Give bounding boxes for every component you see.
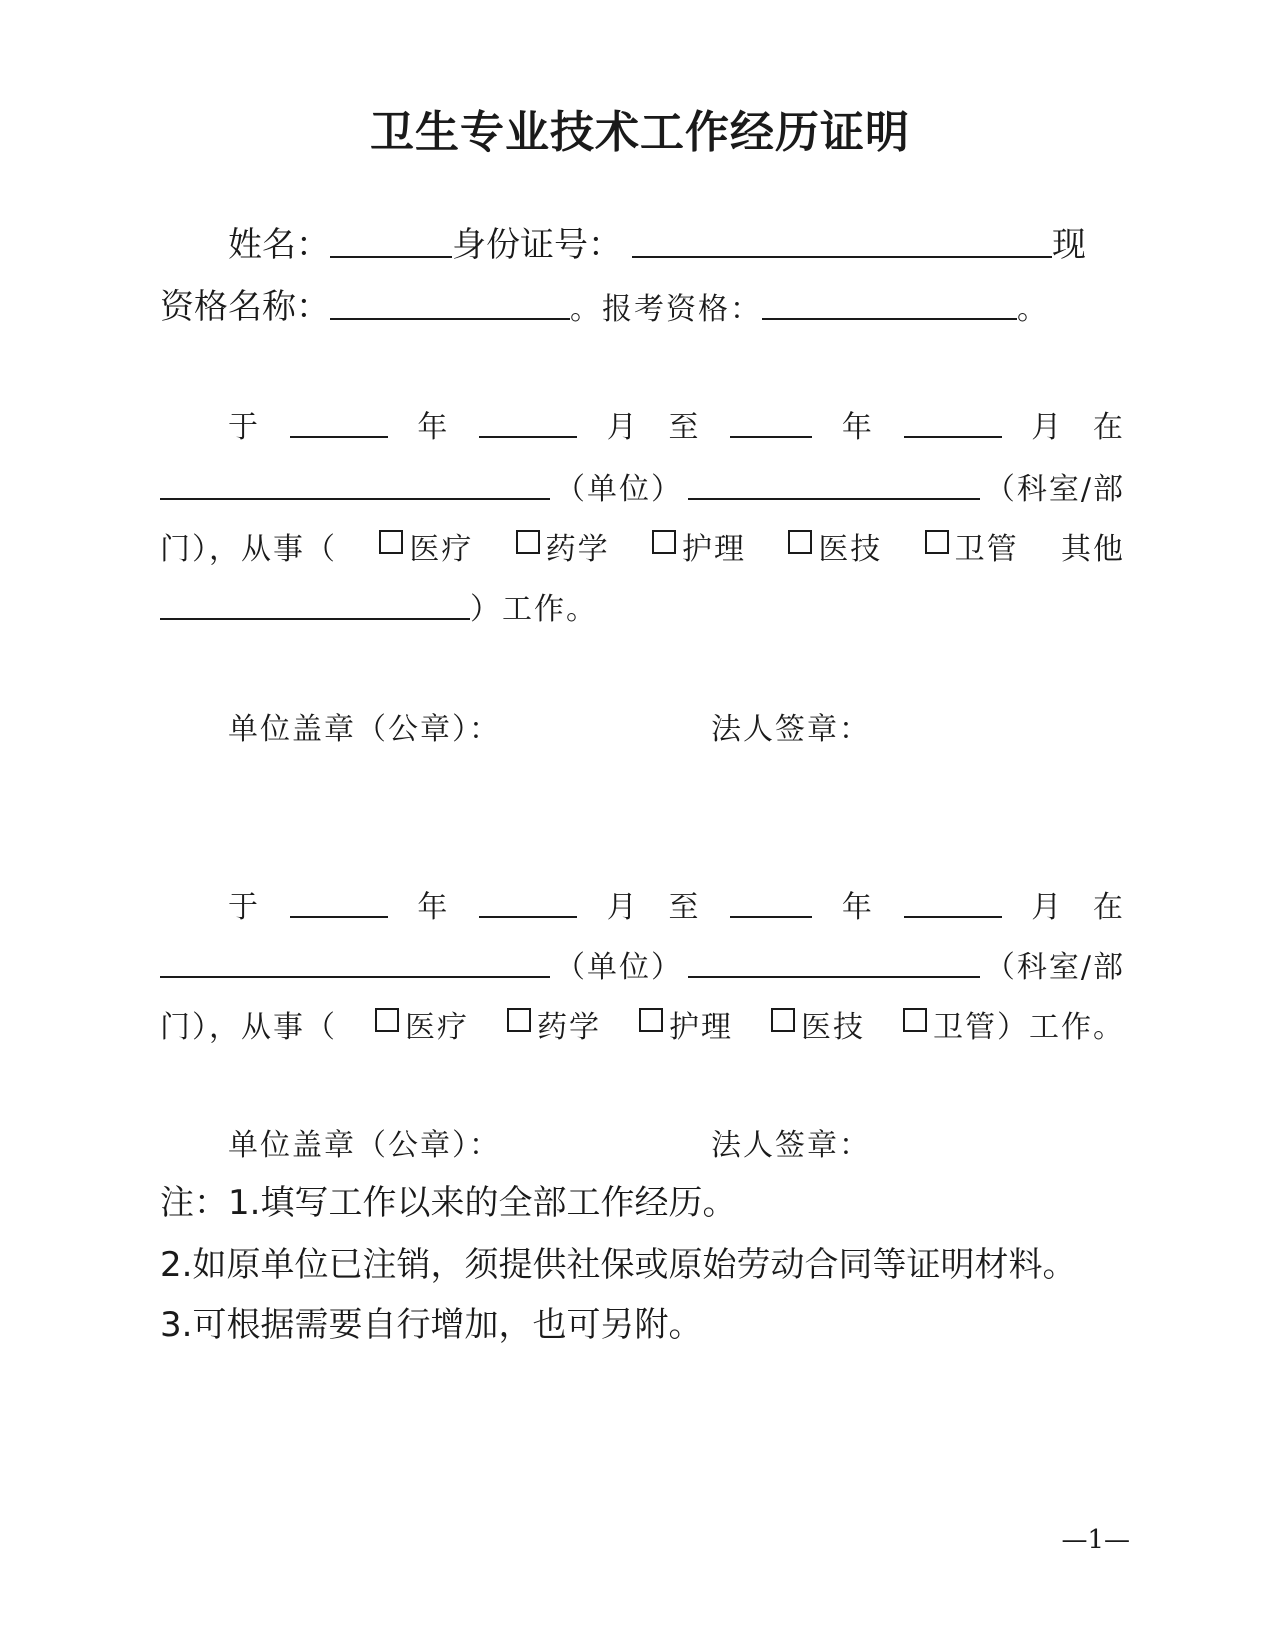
option-label: 卫管: [933, 1010, 997, 1045]
start-month-field[interactable]: [479, 430, 577, 438]
end-year-field[interactable]: [730, 910, 812, 918]
work-suffix: ）工作。: [997, 1010, 1125, 1045]
checkbox[interactable]: [375, 1008, 399, 1032]
id-number-field[interactable]: [632, 250, 1052, 258]
text-year: 年: [841, 410, 874, 445]
end-year-field[interactable]: [730, 430, 812, 438]
department-label-end: 门），: [160, 532, 241, 567]
option-label: 药学: [537, 1010, 601, 1045]
qualification-label: 资格名称：: [160, 287, 330, 327]
department-label: （科室/部: [984, 472, 1125, 507]
option-medical-tech[interactable]: [771, 1002, 865, 1046]
department-label-end: 门），: [160, 1010, 241, 1045]
text-yu: 于: [228, 890, 260, 925]
option-label: 护理: [681, 532, 746, 567]
option-pharmacy[interactable]: [507, 1002, 601, 1046]
unit-field[interactable]: [160, 970, 550, 978]
checkbox[interactable]: [507, 1008, 531, 1032]
option-label: 医疗: [409, 532, 474, 567]
unit-label: （单位）: [554, 950, 683, 985]
checkbox[interactable]: [379, 530, 403, 554]
name-field[interactable]: [330, 250, 452, 258]
text-month: 月: [606, 890, 639, 925]
option-health-management[interactable]: [903, 1002, 1125, 1046]
record-2-date-line: [160, 882, 1125, 926]
header-line-2: [160, 284, 1125, 328]
other-field[interactable]: [160, 612, 470, 620]
option-label: 医技: [801, 1010, 865, 1045]
text-at: 在: [1092, 410, 1125, 445]
period: 。: [1017, 292, 1049, 327]
text-month: 月: [1031, 410, 1064, 445]
period: 。: [570, 292, 602, 327]
legal-signature-label: 法人签章：: [711, 712, 871, 747]
option-health-management[interactable]: [925, 524, 1019, 568]
checkbox[interactable]: [903, 1008, 927, 1032]
text-at: 在: [1092, 890, 1125, 925]
checkbox[interactable]: [925, 530, 949, 554]
current-label: 现: [1052, 225, 1086, 265]
unit-field[interactable]: [160, 492, 550, 500]
start-year-field[interactable]: [290, 430, 388, 438]
text-year: 年: [841, 890, 874, 925]
record-1-signature-line: [160, 704, 1125, 748]
option-label: 护理: [669, 1010, 733, 1045]
record-2-type-line: [160, 1002, 1125, 1046]
text-month: 月: [606, 410, 639, 445]
department-field[interactable]: [688, 970, 980, 978]
qualification-field[interactable]: [330, 312, 570, 320]
engaged-in-label: 从事（: [241, 1010, 337, 1045]
text-to: 至: [668, 890, 701, 925]
note-3: 3.可根据需要自行增加，也可另附。: [160, 1305, 703, 1345]
option-medical-tech[interactable]: [788, 524, 882, 568]
apply-label: 报考资格：: [602, 292, 762, 327]
checkbox[interactable]: [652, 530, 676, 554]
name-label: 姓名：: [228, 225, 330, 265]
option-nursing[interactable]: [652, 524, 746, 568]
text-month: 月: [1031, 890, 1064, 925]
option-nursing[interactable]: [639, 1002, 733, 1046]
page-number: —1—: [1061, 1525, 1130, 1555]
department-field[interactable]: [688, 492, 980, 500]
unit-label: （单位）: [554, 472, 683, 507]
page-title: 卫生专业技术工作经历证明: [370, 107, 910, 158]
checkbox[interactable]: [788, 530, 812, 554]
record-1-unit-line: [160, 464, 1125, 508]
record-1-other-line: [160, 584, 1125, 628]
record-1-date-line: [160, 402, 1125, 446]
legal-signature-label: 法人签章：: [711, 1128, 871, 1163]
option-label: 医疗: [405, 1010, 469, 1045]
option-pharmacy[interactable]: [516, 524, 610, 568]
checkbox[interactable]: [516, 530, 540, 554]
unit-seal-label: 单位盖章（公章）：: [228, 1128, 501, 1163]
text-yu: 于: [228, 410, 260, 445]
text-to: 至: [668, 410, 701, 445]
id-label: 身份证号：: [452, 225, 622, 265]
option-label: 医技: [818, 532, 883, 567]
option-other-label: 其他: [1060, 532, 1125, 567]
record-1-type-line: [160, 524, 1125, 568]
department-label: （科室/部: [984, 950, 1125, 985]
checkbox[interactable]: [639, 1008, 663, 1032]
record-2-signature-line: [160, 1120, 1125, 1164]
record-2-unit-line: [160, 942, 1125, 986]
checkbox[interactable]: [771, 1008, 795, 1032]
end-month-field[interactable]: [904, 430, 1002, 438]
start-year-field[interactable]: [290, 910, 388, 918]
engaged-in-label: 从事（: [241, 532, 337, 567]
option-medical[interactable]: [375, 1002, 469, 1046]
start-month-field[interactable]: [479, 910, 577, 918]
end-month-field[interactable]: [904, 910, 1002, 918]
option-medical[interactable]: [379, 524, 473, 568]
header-line-1: [160, 222, 1125, 266]
work-suffix: ）工作。: [470, 592, 598, 627]
note-2: 2.如原单位已注销，须提供社保或原始劳动合同等证明材料。: [160, 1245, 1077, 1285]
note-1: 注：1.填写工作以来的全部工作经历。: [160, 1183, 737, 1223]
option-label: 卫管: [954, 532, 1019, 567]
text-year: 年: [417, 410, 450, 445]
apply-qualification-field[interactable]: [762, 312, 1017, 320]
option-label: 药学: [545, 532, 610, 567]
text-year: 年: [417, 890, 450, 925]
unit-seal-label: 单位盖章（公章）：: [228, 712, 501, 747]
